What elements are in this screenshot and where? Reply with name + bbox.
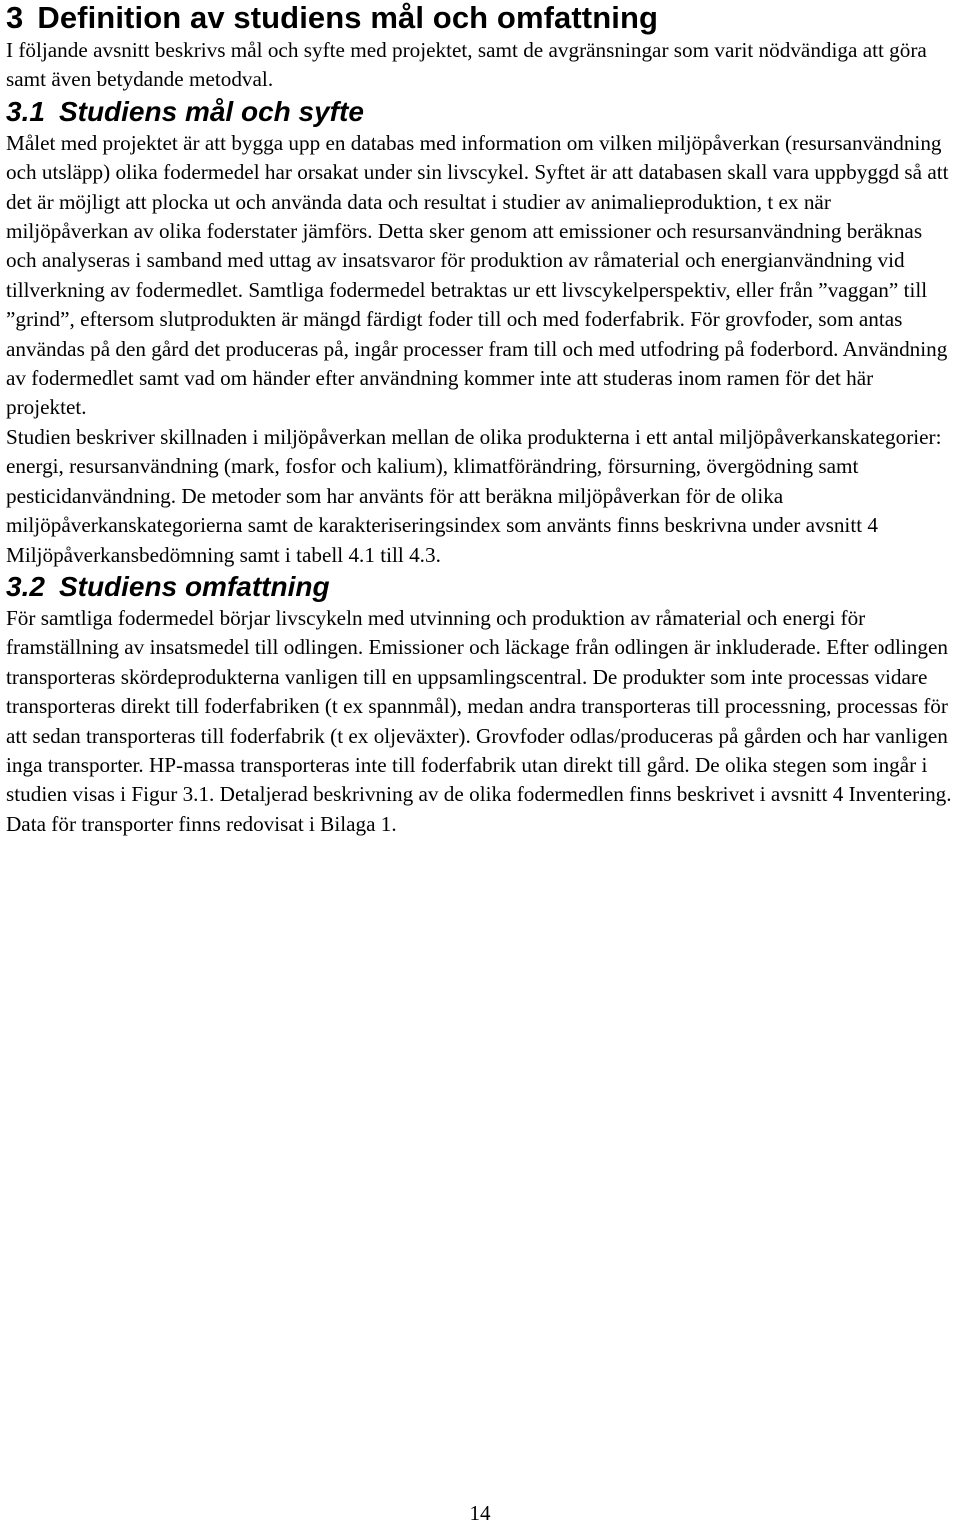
- section-3-2-title: Studiens omfattning: [58, 570, 330, 602]
- section-3-2-heading: [6, 570, 956, 604]
- chapter-intro-paragraph: I följande avsnitt beskrivs mål och syfte med projektet, samt de avgränsningar som varit nödvändiga att göra samt även betydande metodval.: [6, 38, 927, 92]
- section-3-1-heading: [6, 95, 956, 129]
- page-number: 14: [469, 1501, 491, 1525]
- section-3-2-number: 3.2: [6, 570, 45, 602]
- chapter-heading: [6, 0, 956, 36]
- section-3-1-number: 3.1: [6, 95, 45, 127]
- chapter-title: Definition av studiens mål och omfattning: [37, 0, 659, 35]
- section-3-1-title: Studiens mål och syfte: [58, 95, 364, 127]
- document-page: [6, 0, 956, 839]
- section-3-1-paragraph-1: Målet med projektet är att bygga upp en databas med information om vilken miljöpåverkan (resursanvändning och utsläpp) olika fodermedel har orsakat under sin livscykel. Syftet är att databasen skall vara uppbyggd så att det är möjligt att plocka ut och använda data och resultat i studier av animalieproduktion, t ex när miljöpåverkan av olika foderstater jämförs. Detta sker genom att emissioner och resursanvändning beräknas och analyseras i samband med uttag av insatsvaror för produktion av råmaterial och energianvändning vid tillverkning av fodermedlet. Samtliga fodermedel betraktas ur ett livscykelperspektiv, eller från ”vaggan” till ”grind”, eftersom slutprodukten är mängd färdigt foder till och med foderfabrik. För grovfoder, som antas användas på den gård det produceras på, ingår processer fram till och med utfodring på foderbord. Användning av fodermedlet samt vad om händer efter användning kommer inte att studeras inom ramen för det här projektet.: [6, 130, 949, 420]
- chapter-number: 3: [6, 0, 24, 35]
- section-3-2-paragraph-1: För samtliga fodermedel börjar livscykeln med utvinning och produktion av råmaterial och energi för framställning av insatsmedel till odlingen. Emissioner och läckage från odlingen är inkluderade. Efter odlingen transporteras skördeprodukterna vanligen till en uppsamlingscentral. De produkter som inte processas vidare transporteras direkt till foderfabriken (t ex spannmål), medan andra transporteras till processning, processas för att sedan transporteras till foderfabrik (t ex oljeväxter). Grovfoder odlas/produceras på gården och har vanligen inga transporter. HP-massa transporteras inte till foderfabrik utan direkt till gård. De olika stegen som ingår i studien visas i Figur 3.1. Detaljerad beskrivning av de olika fodermedlen finns beskrivet i avsnitt 4 Inventering. Data för transporter finns redovisat i Bilaga 1.: [6, 605, 952, 836]
- section-3-1-paragraph-2: Studien beskriver skillnaden i miljöpåverkan mellan de olika produkterna i ett antal miljöpåverkanskategorier: energi, resursanvändning (mark, fosfor och kalium), klimatförändring, försurning, övergödning samt pesticidanvändning. De metoder som har använts för att beräkna miljöpåverkan för de olika miljöpåverkanskategorierna samt de karakteriseringsindex som använts finns beskrivna under avsnitt 4 Miljöpåverkansbedömning samt i tabell 4.1 till 4.3.: [6, 424, 942, 567]
